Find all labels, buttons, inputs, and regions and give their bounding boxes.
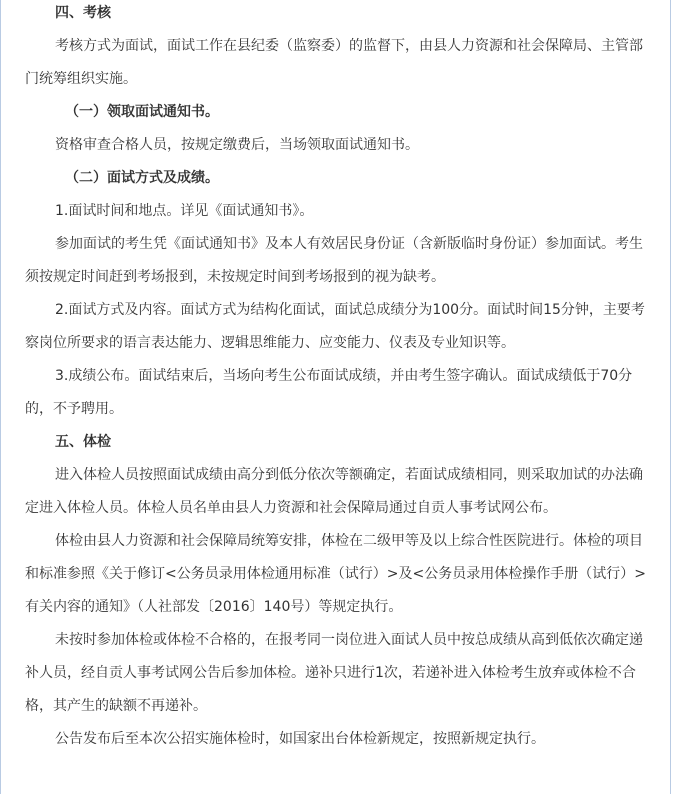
article-body: [25, 0, 649, 756]
physical-exam-standards-paragraph: 体检由县人力资源和社会保障局统筹安排，体检在二级甲等及以上综合性医院进行。体检的项目和标准参照《关于修订<公务员录用体检通用标准（试行）>及<公务员录用体检操作手册（试行）>有关内容的通知》（人社部发〔2016〕140号）等规定执行。: [25, 533, 646, 615]
assessment-intro-paragraph: 考核方式为面试，面试工作在县纪委（监察委）的监督下，由县人力资源和社会保障局、主管部门统筹组织实施。: [25, 38, 643, 87]
interview-results-paragraph: 3.成绩公布。面试结束后，当场向考生公布面试成绩，并由考生签字确认。面试成绩低于70分的，不予聘用。: [25, 368, 633, 417]
physical-exam-substitute-paragraph: 未按时参加体检或体检不合格的，在报考同一岗位进入面试人员中按总成绩从高到低依次确定递补人员，经自贡人事考试网公告后参加体检。递补只进行1次，若递补进入体检考生放弃或体检不合格，其产生的缺额不再递补。: [25, 632, 643, 714]
interview-time-place-paragraph: 1.面试时间和地点。详见《面试通知书》。: [55, 203, 314, 219]
interview-notice-paragraph: 资格审查合格人员，按规定缴费后，当场领取面试通知书。: [55, 137, 419, 153]
subheading-interview-method: （二）面试方式及成绩。: [65, 170, 219, 186]
physical-exam-new-rules-paragraph: 公告发布后至本次公招实施体检时，如国家出台体检新规定，按照新规定执行。: [55, 731, 545, 747]
subheading-interview-notice: （一）领取面试通知书。: [65, 104, 219, 120]
section-heading-assessment: 四、考核: [55, 5, 111, 21]
physical-exam-selection-paragraph: 进入体检人员按照面试成绩由高分到低分依次等额确定，若面试成绩相同，则采取加试的办法确定进入体检人员。体检人员名单由县人力资源和社会保障局通过自贡人事考试网公布。: [25, 467, 643, 516]
interview-attendance-paragraph: 参加面试的考生凭《面试通知书》及本人有效居民身份证（含新版临时身份证）参加面试。考生须按规定时间赶到考场报到，未按规定时间到考场报到的视为缺考。: [25, 236, 643, 285]
interview-format-paragraph: 2.面试方式及内容。面试方式为结构化面试，面试总成绩分为100分。面试时间15分钟，主要考察岗位所要求的语言表达能力、逻辑思维能力、应变能力、仪表及专业知识等。: [25, 302, 645, 351]
section-heading-physical-exam: 五、体检: [55, 434, 111, 450]
